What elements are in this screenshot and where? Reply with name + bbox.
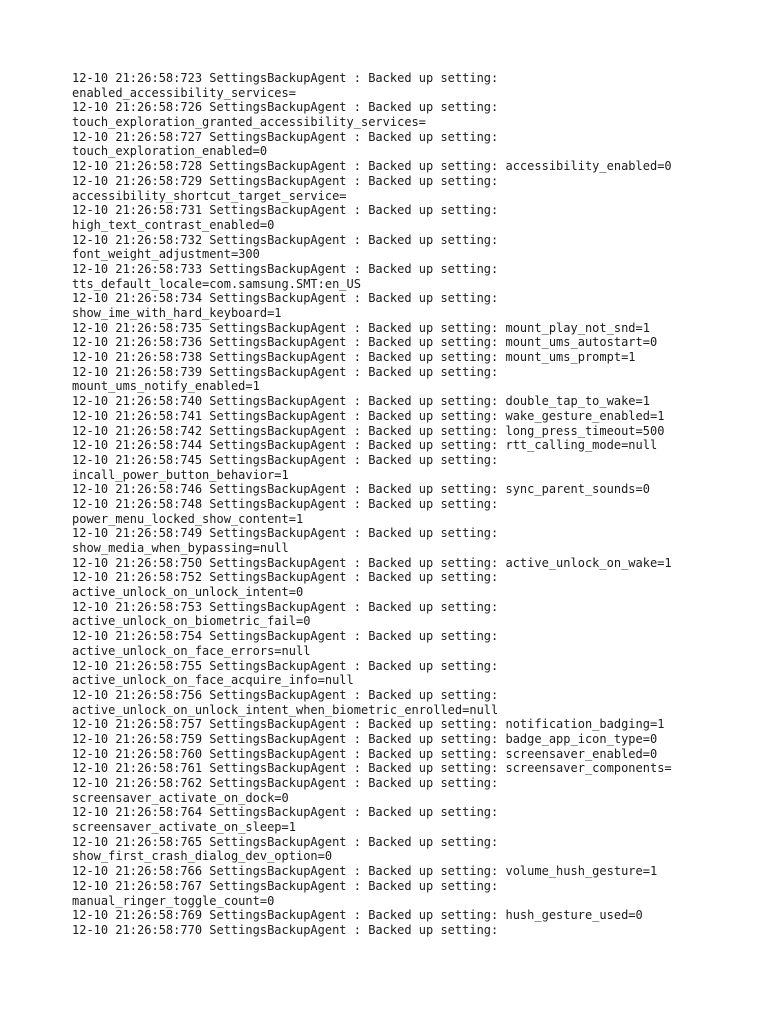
log-line: enabled_accessibility_services= xyxy=(72,85,296,100)
log-line: screensaver_activate_on_dock=0 xyxy=(72,790,289,805)
log-line: 12-10 21:26:58:748 SettingsBackupAgent : Backed up setting: xyxy=(72,496,499,511)
log-line: 12-10 21:26:58:741 SettingsBackupAgent : Backed up setting: wake_gesture_enabled=1 xyxy=(72,408,665,423)
log-line: 12-10 21:26:58:745 SettingsBackupAgent : Backed up setting: xyxy=(72,452,499,467)
log-line: touch_exploration_enabled=0 xyxy=(72,144,268,159)
log-line: 12-10 21:26:58:756 SettingsBackupAgent : Backed up setting: xyxy=(72,687,499,702)
log-line: 12-10 21:26:58:731 SettingsBackupAgent : Backed up setting: xyxy=(72,203,499,218)
log-line: 12-10 21:26:58:755 SettingsBackupAgent : Backed up setting: xyxy=(72,658,499,673)
log-line: 12-10 21:26:58:757 SettingsBackupAgent : Backed up setting: notification_badging=1 xyxy=(72,717,665,732)
log-line: 12-10 21:26:58:752 SettingsBackupAgent : Backed up setting: xyxy=(72,570,499,585)
log-line: 12-10 21:26:58:735 SettingsBackupAgent : Backed up setting: mount_play_not_snd=1 xyxy=(72,320,650,335)
log-line: show_first_crash_dialog_dev_option=0 xyxy=(72,849,333,864)
log-line: active_unlock_on_unlock_intent_when_biometric_enrolled=null xyxy=(72,702,499,717)
log-line: touch_exploration_granted_accessibility_services= xyxy=(72,115,427,130)
log-line: 12-10 21:26:58:753 SettingsBackupAgent : Backed up setting: xyxy=(72,599,499,614)
log-line: 12-10 21:26:58:723 SettingsBackupAgent : Backed up setting: xyxy=(72,71,499,85)
log-line: font_weight_adjustment=300 xyxy=(72,247,260,262)
log-line: 12-10 21:26:58:762 SettingsBackupAgent : Backed up setting: xyxy=(72,776,499,790)
log-line: 12-10 21:26:58:733 SettingsBackupAgent : Backed up setting: xyxy=(72,261,499,276)
log-document xyxy=(72,71,752,938)
log-line: 12-10 21:26:58:770 SettingsBackupAgent : Backed up setting: xyxy=(72,922,499,937)
log-line: 12-10 21:26:58:739 SettingsBackupAgent : Backed up setting: xyxy=(72,364,499,379)
log-line: high_text_contrast_enabled=0 xyxy=(72,217,275,232)
log-line: 12-10 21:26:58:761 SettingsBackupAgent : Backed up setting: screensaver_components= xyxy=(72,761,672,776)
log-line: 12-10 21:26:58:729 SettingsBackupAgent : Backed up setting: xyxy=(72,173,499,188)
log-line: 12-10 21:26:58:767 SettingsBackupAgent : Backed up setting: xyxy=(72,878,499,893)
log-line: 12-10 21:26:58:728 SettingsBackupAgent : Backed up setting: accessibility_enabled=0 xyxy=(72,159,672,174)
log-line: tts_default_locale=com.samsung.SMT:en_US xyxy=(72,276,361,291)
log-line: 12-10 21:26:58:736 SettingsBackupAgent : Backed up setting: mount_ums_autostart=0 xyxy=(72,335,658,350)
log-line: active_unlock_on_biometric_fail=0 xyxy=(72,614,311,629)
log-line: active_unlock_on_unlock_intent=0 xyxy=(72,585,304,600)
log-line: 12-10 21:26:58:750 SettingsBackupAgent : Backed up setting: active_unlock_on_wake=1 xyxy=(72,555,672,570)
log-line: 12-10 21:26:58:727 SettingsBackupAgent : Backed up setting: xyxy=(72,129,499,144)
log-line: 12-10 21:26:58:765 SettingsBackupAgent : Backed up setting: xyxy=(72,834,499,849)
log-line: active_unlock_on_face_acquire_info=null xyxy=(72,673,354,688)
log-line: mount_ums_notify_enabled=1 xyxy=(72,379,260,394)
log-line: 12-10 21:26:58:764 SettingsBackupAgent : Backed up setting: xyxy=(72,805,499,820)
log-line: accessibility_shortcut_target_service= xyxy=(72,188,347,203)
log-line: incall_power_button_behavior=1 xyxy=(72,467,289,482)
log-line: power_menu_locked_show_content=1 xyxy=(72,511,304,526)
log-line: show_ime_with_hard_keyboard=1 xyxy=(72,306,282,320)
log-line: 12-10 21:26:58:769 SettingsBackupAgent : Backed up setting: hush_gesture_used=0 xyxy=(72,908,643,923)
log-line: 12-10 21:26:58:759 SettingsBackupAgent : Backed up setting: badge_app_icon_type=0 xyxy=(72,731,658,746)
log-line: show_media_when_bypassing=null xyxy=(72,541,289,555)
log-line: 12-10 21:26:58:742 SettingsBackupAgent : Backed up setting: long_press_timeout=500 xyxy=(72,423,665,438)
log-line: 12-10 21:26:58:746 SettingsBackupAgent : Backed up setting: sync_parent_sounds=0 xyxy=(72,482,650,497)
log-line: 12-10 21:26:58:754 SettingsBackupAgent : Backed up setting: xyxy=(72,629,499,644)
log-line: 12-10 21:26:58:726 SettingsBackupAgent : Backed up setting: xyxy=(72,100,499,115)
log-line: 12-10 21:26:58:749 SettingsBackupAgent : Backed up setting: xyxy=(72,526,499,541)
log-line: manual_ringer_toggle_count=0 xyxy=(72,893,275,908)
log-line: 12-10 21:26:58:744 SettingsBackupAgent : Backed up setting: rtt_calling_mode=null xyxy=(72,438,658,453)
log-line: 12-10 21:26:58:760 SettingsBackupAgent : Backed up setting: screensaver_enabled=0 xyxy=(72,746,658,761)
log-line: 12-10 21:26:58:738 SettingsBackupAgent : Backed up setting: mount_ums_prompt=1 xyxy=(72,350,636,365)
log-line: 12-10 21:26:58:766 SettingsBackupAgent : Backed up setting: volume_hush_gesture=1 xyxy=(72,864,658,879)
log-line: 12-10 21:26:58:732 SettingsBackupAgent : Backed up setting: xyxy=(72,232,499,247)
log-line: active_unlock_on_face_errors=null xyxy=(72,643,311,658)
log-line: screensaver_activate_on_sleep=1 xyxy=(72,820,296,835)
log-line: 12-10 21:26:58:734 SettingsBackupAgent : Backed up setting: xyxy=(72,291,499,306)
log-line: 12-10 21:26:58:740 SettingsBackupAgent : Backed up setting: double_tap_to_wake=1 xyxy=(72,394,650,409)
